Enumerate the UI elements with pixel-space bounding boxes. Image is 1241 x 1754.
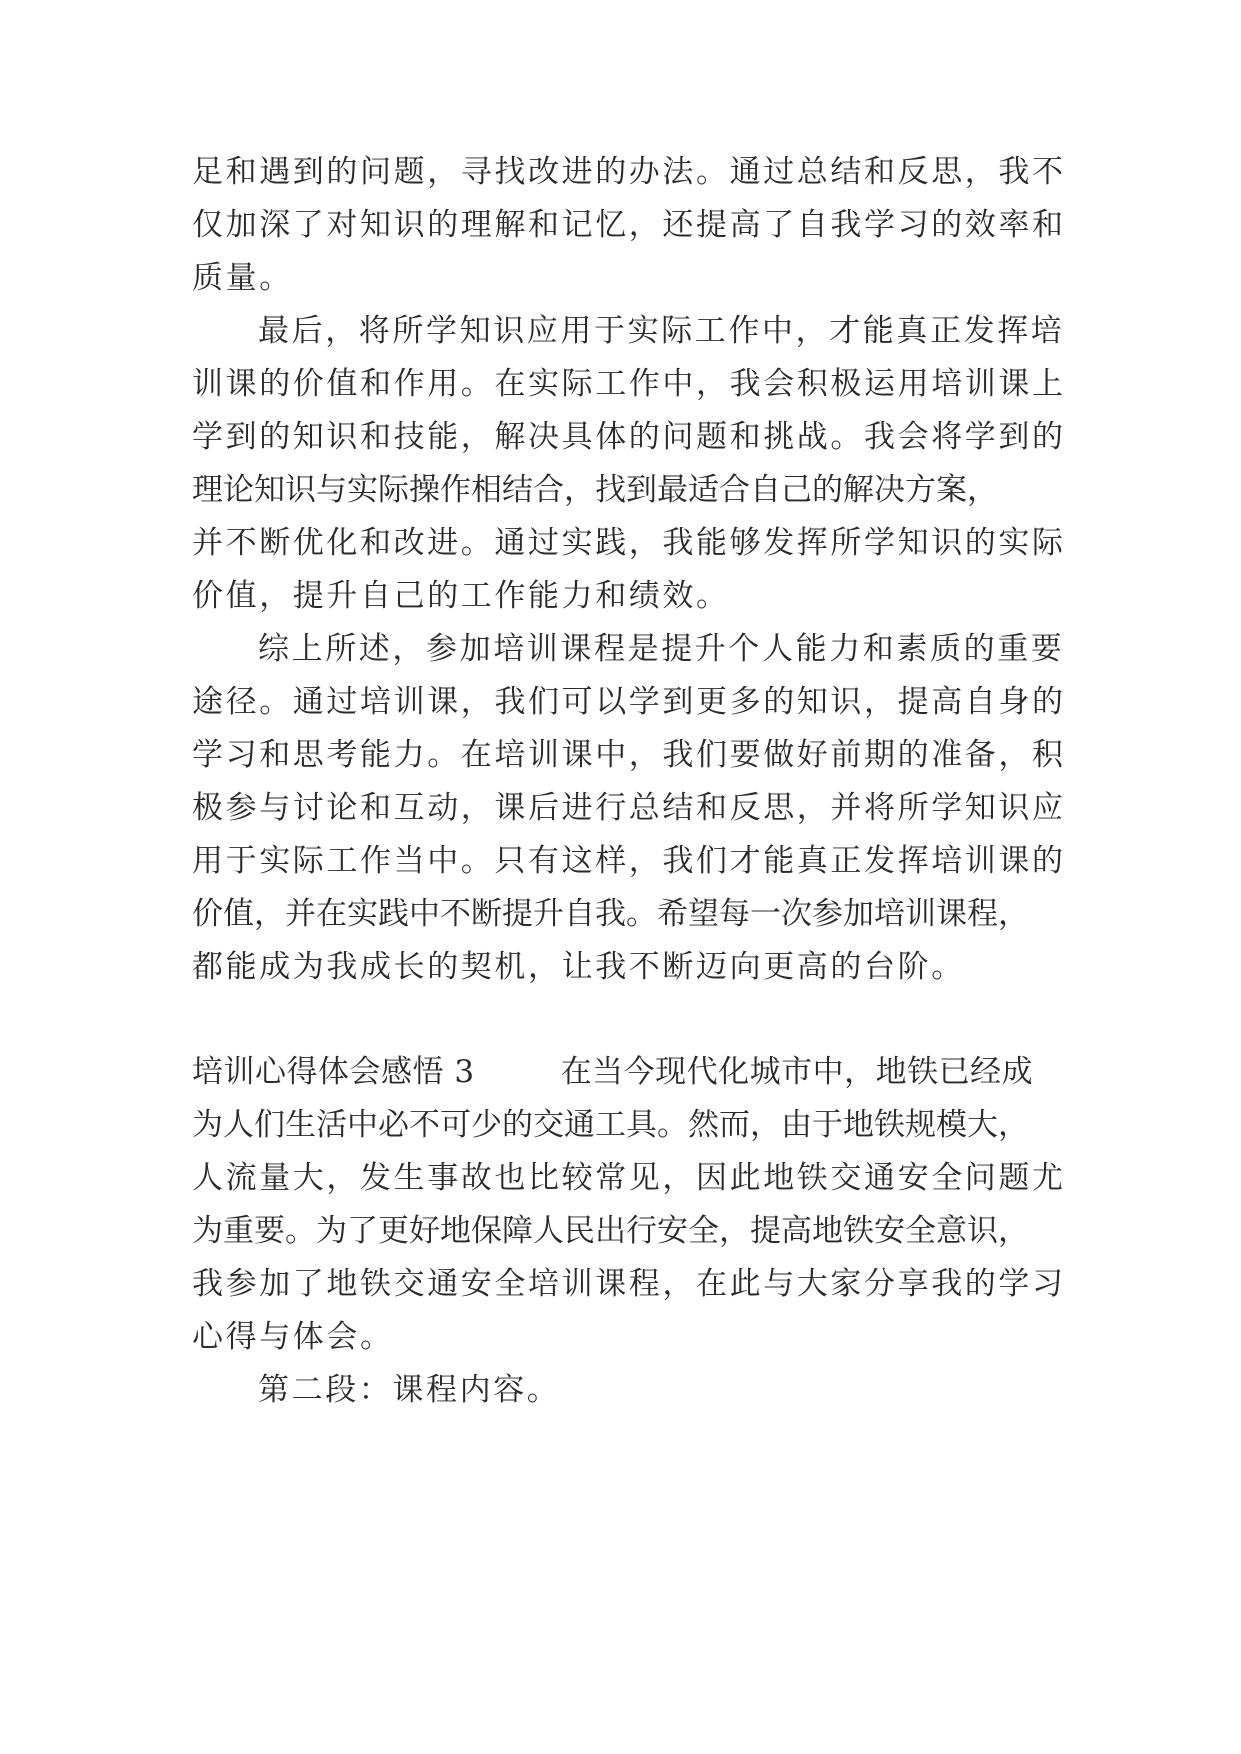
section-heading-line <box>192 1052 1052 1092</box>
text-line: 理论知识与实际操作相结合，找到最适合自己的解决方案， <box>192 472 998 508</box>
text-line: 心得与体会。 <box>192 1319 394 1355</box>
text-line: 学到的知识和技能，解决具体的问题和挑战。我会将学到的 <box>192 419 1066 455</box>
section-heading: 培训心得体会感悟 3 <box>192 1054 475 1090</box>
text-line: 最后，将所学知识应用于实际工作中，才能真正发挥培 <box>258 313 1065 349</box>
text-line: 第二段：课程内容。 <box>258 1372 561 1408</box>
text-line: 价值，并在实践中不断提升自我。希望每一次参加培训课程， <box>192 896 1029 932</box>
text-segment: 在当今现代化城市中，地铁已经成 <box>560 1054 1034 1090</box>
text-line: 为重要。为了更好地保障人民出行安全，提高地铁安全意识， <box>192 1213 1029 1249</box>
text-line: 综上所述，参加培训课程是提升个人能力和素质的重要 <box>258 631 1065 667</box>
text-line: 质量。 <box>192 260 293 296</box>
text-line: 训课的价值和作用。在实际工作中，我会积极运用培训课上 <box>192 366 1066 402</box>
text-line: 仅加深了对知识的理解和记忆，还提高了自我学习的效率和 <box>192 207 1066 243</box>
text-line: 学习和思考能力。在培训课中，我们要做好前期的准备，积 <box>192 737 1066 773</box>
text-line: 价值，提升自己的工作能力和绩效。 <box>192 578 730 614</box>
text-line: 途径。通过培训课，我们可以学到更多的知识，提高自身的 <box>192 684 1066 720</box>
text-line: 用于实际工作当中。只有这样，我们才能真正发挥培训课的 <box>192 843 1066 879</box>
text-line: 并不断优化和改进。通过实践，我能够发挥所学知识的实际 <box>192 525 1066 561</box>
text-line: 我参加了地铁交通安全培训课程，在此与大家分享我的学习 <box>192 1266 1066 1302</box>
text-line: 人流量大，发生事故也比较常见，因此地铁交通安全问题尤 <box>192 1160 1066 1196</box>
text-line: 为人们生活中必不可少的交通工具。然而，由于地铁规模大， <box>192 1107 1029 1143</box>
text-line: 足和遇到的问题，寻找改进的办法。通过总结和反思，我不 <box>192 154 1066 190</box>
text-line: 极参与讨论和互动，课后进行总结和反思，并将所学知识应 <box>192 790 1066 826</box>
text-line: 都能成为我成长的契机，让我不断迈向更高的台阶。 <box>192 949 965 985</box>
